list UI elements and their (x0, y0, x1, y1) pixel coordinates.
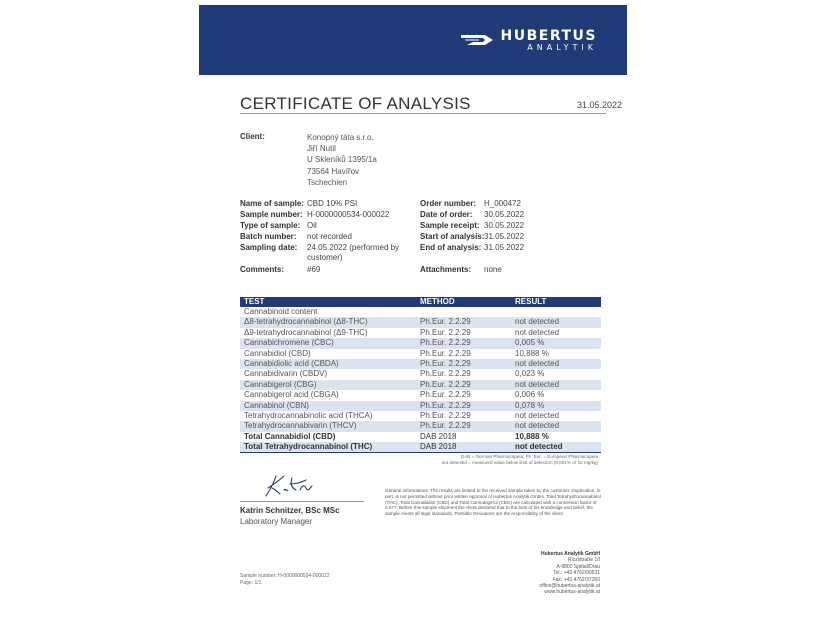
info-value: 30.05.2022 (484, 221, 525, 230)
test-cell: Tetrahydrocannabinolic acid (THCA) (244, 410, 373, 420)
signature-image (262, 472, 322, 500)
info-label: Attachments: (420, 265, 472, 274)
logo-name: HUBERTUS (500, 28, 597, 44)
client-line: U Skleníků 1395/1a (307, 155, 377, 165)
info-value: 31.05.2022 (484, 232, 525, 241)
method-cell: Ph.Eur. 2.2.29 (420, 327, 471, 337)
info-label: Name of sample: (240, 199, 305, 208)
result-cell: not detected (515, 410, 560, 420)
signer-role: Laboratory Manager (240, 517, 313, 526)
section-row (240, 307, 601, 317)
client-address (307, 132, 377, 188)
client-line: Konopný táta s.r.o. (307, 133, 374, 142)
header-band (199, 5, 627, 75)
section-title: Cannabinoid content (244, 307, 318, 316)
table-row (240, 421, 601, 431)
test-cell: Cannabigerol acid (CBGA) (244, 390, 339, 400)
info-label: End of analysis: (420, 243, 482, 252)
footnote-line: not detected = measured value below limit of detection (0,001% or 10 mg/kg) (441, 460, 598, 465)
document-title: CERTIFICATE OF ANALYSIS (240, 94, 471, 113)
info-value: none (484, 265, 502, 274)
header-result: RESULT (515, 297, 547, 306)
document-date: 31.05.2022 (576, 100, 622, 110)
result-cell: 0,023 % (515, 369, 545, 379)
header-method: METHOD (420, 297, 455, 306)
result-cell: not detected (515, 421, 560, 431)
method-cell: Ph.Eur. 2.2.29 (420, 379, 471, 389)
info-label: Date of order: (420, 210, 473, 219)
footnote-line: DAB = German Pharmacopeia, Ph. Eur. = European Pharmacopeia (460, 454, 598, 459)
table-row (240, 328, 601, 338)
footer-fax: Fax: +43 4762/37260 (552, 576, 600, 583)
test-cell: Δ9-tetrahydrocannabinol (Δ9-THC) (244, 327, 368, 337)
method-cell: Ph.Eur. 2.2.29 (420, 390, 471, 400)
result-cell: not detected (515, 327, 560, 337)
info-label: Sample number: (240, 210, 303, 219)
result-cell: 0,078 % (515, 400, 545, 410)
info-label: Order number: (420, 199, 477, 208)
results-header-row (240, 297, 601, 307)
result-cell: 10,888 % (515, 431, 549, 441)
test-cell: Cannabigerol (CBG) (244, 379, 317, 389)
footer-sample-number: Sample number: H-0000000534-000022 (240, 573, 330, 579)
test-cell: Cannabidiol (CBD) (244, 348, 311, 358)
info-label: Comments: (240, 265, 285, 274)
footer-page: Page: 1/1 (240, 580, 262, 586)
total-row (240, 442, 601, 452)
client-label: Client: (240, 132, 265, 141)
company-logo (501, 29, 597, 53)
test-cell: Tetrahydrocannabivarin (THCV) (244, 421, 357, 431)
table-row (240, 369, 601, 379)
result-cell: not detected (515, 379, 560, 389)
info-label: Start of analysis: (420, 232, 485, 241)
total-row (240, 432, 601, 442)
footer-address-line: Rizzistraße 1/I (568, 557, 600, 564)
method-cell: Ph.Eur. 2.2.29 (420, 400, 471, 410)
table-row (240, 349, 601, 359)
method-cell: DAB 2018 (420, 442, 457, 452)
test-cell: Cannabichromene (CBC) (244, 338, 334, 348)
table-row (240, 380, 601, 390)
result-cell: 0,005 % (515, 338, 545, 348)
signer-name: Katrin Schnitzer, BSc MSc (240, 506, 340, 515)
test-cell: Δ8-tetrahydrocannabinol (Δ8-THC) (244, 317, 368, 327)
footer-email-link[interactable]: office@hubertus-analytik.at (539, 583, 600, 590)
info-label: Type of sample: (240, 221, 301, 230)
info-value: H_000472 (484, 199, 521, 208)
info-value: not recorded (307, 232, 352, 241)
method-cell: Ph.Eur. 2.2.29 (420, 317, 471, 327)
client-line: Tschechien (307, 177, 348, 187)
table-row (240, 338, 601, 348)
client-line: 73564 Havířov (307, 166, 360, 176)
table-row (240, 411, 601, 421)
info-value: 31.05.2022 (484, 243, 525, 252)
table-row (240, 317, 601, 327)
info-label: Batch number: (240, 232, 297, 241)
result-cell: 10,888 % (515, 348, 549, 358)
result-cell: 0,006 % (515, 390, 545, 400)
info-value: #69 (307, 265, 321, 274)
test-cell: Cannabinol (CBN) (244, 400, 309, 410)
info-value: 30.05.2022 (484, 210, 525, 219)
header-test: TEST (244, 297, 265, 306)
table-row (240, 359, 601, 369)
table-row (240, 401, 601, 411)
info-value: 24.05.2022 (performed by customer) (307, 243, 400, 262)
title-divider (240, 113, 606, 114)
footer-website-link[interactable]: www.hubertus-analytik.at (544, 589, 600, 596)
test-cell: Cannabidiolic acid (CBDA) (244, 358, 339, 368)
result-cell: not detected (515, 358, 560, 368)
test-cell: Cannabidivarin (CBDV) (244, 369, 328, 379)
method-cell: Ph.Eur. 2.2.29 (420, 358, 471, 368)
footer-company: Hubertus Analytik GmbH (541, 551, 600, 557)
info-label: Sampling date: (240, 243, 298, 252)
logo-arrow-icon (459, 31, 497, 49)
results-table (240, 297, 601, 453)
method-cell: DAB 2018 (420, 431, 457, 441)
method-cell: Ph.Eur. 2.2.29 (420, 410, 471, 420)
test-cell: Total Tetrahydrocannabinol (THC) (244, 442, 373, 452)
method-cell: Ph.Eur. 2.2.29 (420, 421, 471, 431)
general-info: General informations: The results are limited to the received sample taken by the customer. Duplication, in part, is not permitted without prior written approval of Hubertus Analytik GmbH. Total Tetrahydrocannabinol (THC), Total Cannabidiol (CBD) and Total Cannabigerol (CBG) are calculated with a conversion factor of 0.877. Before this sample shipment the client declared that to the best of his knowledge and belief, the sample meets all legal standards. Possible Deviations are the responsibility of the client. (385, 488, 601, 517)
client-line: Jiří Nutil (307, 144, 336, 154)
info-value: H-0000000534-000022 (307, 210, 390, 219)
signature-line (240, 501, 364, 502)
footer-address (539, 551, 600, 596)
result-cell: not detected (515, 442, 563, 452)
info-value: CBD 10% PSI (307, 199, 358, 208)
logo-subtitle: ANALYTIK (527, 43, 597, 52)
footer-left (240, 573, 330, 587)
table-row (240, 390, 601, 400)
footer-address-line: A-9800 Spittal/Drau (556, 563, 600, 570)
test-cell: Total Cannabidiol (CBD) (244, 431, 336, 441)
result-cell: not detected (515, 317, 560, 327)
method-cell: Ph.Eur. 2.2.29 (420, 369, 471, 379)
info-value: Oil (307, 221, 317, 230)
method-cell: Ph.Eur. 2.2.29 (420, 348, 471, 358)
info-label: Sample receipt: (420, 221, 480, 230)
method-cell: Ph.Eur. 2.2.29 (420, 338, 471, 348)
footer-phone: Tel.: +43 4762/90531 (553, 570, 600, 577)
footnote (442, 454, 598, 466)
